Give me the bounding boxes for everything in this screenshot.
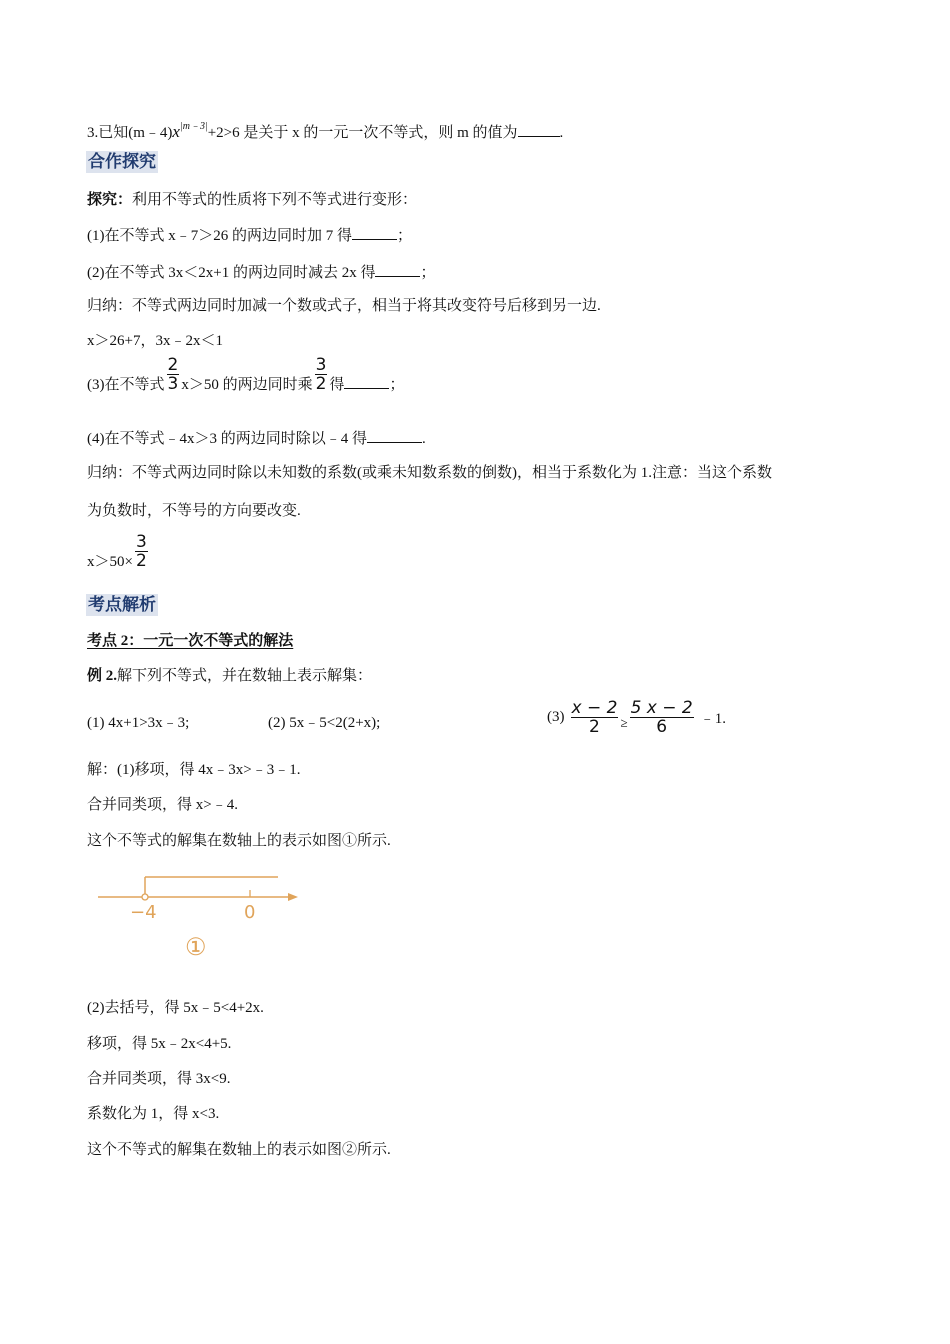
frac-den: 2 [589, 717, 600, 737]
frac-num: 3 [135, 532, 147, 553]
solution-2-line-5: 这个不等式的解集在数轴上的表示如图②所示. [87, 1142, 391, 1158]
number-line-figure-1 [85, 862, 315, 972]
summary-2-line-2: 为负数时，不等号的方向要改变. [87, 503, 301, 519]
frac-num: x − 2 [571, 698, 618, 718]
fraction-three-halves [315, 356, 328, 393]
problem-3 [547, 699, 726, 736]
solution-2-line-4: 系数化为 1，得 x<3. [87, 1106, 220, 1122]
problem-prefix: (3) [547, 709, 565, 725]
item-text: (2)在不等式 3x＜2x+1 的两边同时减去 2x 得 [87, 265, 376, 281]
solution-1-line-3: 这个不等式的解集在数轴上的表示如图①所示. [87, 833, 391, 849]
solution-1-line-2: 合并同类项，得 x>﹣4. [87, 797, 238, 813]
q3-var: x [172, 122, 180, 141]
item-text: (1)在不等式 x﹣7＞26 的两边同时加 7 得 [87, 228, 352, 244]
frac-den: 2 [315, 374, 327, 395]
explore-intro [87, 190, 417, 210]
example-2-intro [87, 666, 372, 686]
answer-blank[interactable] [367, 428, 422, 443]
answer-1: x＞26+7，3x﹣2x＜1 [87, 333, 223, 349]
q3-prefix: 3.已知(m﹣4) [87, 125, 173, 141]
answer-2 [87, 534, 150, 574]
answer-blank[interactable] [518, 122, 560, 137]
question-3 [87, 117, 563, 143]
solution-2-line-1: (2)去括号，得 5x﹣5<4+2x. [87, 1000, 264, 1016]
frac-den: 3 [167, 374, 179, 395]
example-text: 解下列不等式，并在数轴上表示解集： [117, 668, 373, 684]
solution-2-line-2: 移项，得 5x﹣2x<4+5. [87, 1036, 232, 1052]
label-zero: 0 [244, 902, 256, 923]
operator-geq: ≥ [620, 714, 628, 730]
item-text: 得 [329, 377, 345, 393]
answer-blank[interactable] [352, 225, 397, 240]
fraction-5x-minus-2-over-6 [630, 699, 694, 736]
frac-num: 5 x − 2 [630, 698, 693, 718]
fraction-two-thirds [167, 356, 180, 393]
explore-item-3 [87, 355, 405, 405]
section-heading-analysis: 考点解析 [88, 595, 156, 615]
item-suffix: ； [420, 265, 436, 281]
answer-text: x＞50× [87, 554, 133, 570]
solution-1-line-1: 解：(1)移项，得 4x﹣3x>﹣3﹣1. [87, 762, 301, 778]
topic-title: 考点 2：一元一次不等式的解法 [87, 633, 294, 649]
fraction-three-halves [135, 533, 148, 570]
section-heading-cooperative: 合作探究 [88, 152, 156, 172]
item-suffix: ； [397, 228, 413, 244]
explore-item-4 [87, 428, 426, 449]
item-suffix: ； [389, 377, 405, 393]
explore-item-2 [87, 262, 435, 283]
explore-text: 利用不等式的性质将下列不等式进行变形： [132, 192, 418, 208]
problem-2: (2) 5x﹣5<2(2+x); [268, 715, 381, 731]
problem-suffix: ﹣1. [699, 711, 726, 727]
item-text: x＞50 的两边同时乘 [181, 377, 313, 393]
figure-caption: ① [185, 935, 207, 961]
explore-item-1 [87, 225, 412, 246]
item-text: (4)在不等式﹣4x＞3 的两边同时除以﹣4 得 [87, 431, 367, 447]
explore-label: 探究： [87, 192, 133, 208]
problem-1: (1) 4x+1>3x﹣3; [87, 715, 190, 731]
summary-1: 归纳：不等式两边同时加减一个数或式子，相当于将其改变符号后移到另一边. [87, 298, 601, 314]
fraction-x-minus-2-over-2 [571, 699, 619, 736]
solution-2-line-3: 合并同类项，得 3x<9. [87, 1071, 231, 1087]
frac-num: 3 [315, 355, 327, 376]
frac-num: 2 [167, 355, 179, 376]
answer-blank[interactable] [344, 374, 389, 389]
q3-suffix: . [559, 125, 564, 141]
item-suffix: . [422, 431, 426, 447]
summary-2-line-1: 归纳：不等式两边同时除以未知数的系数(或乘未知数系数的倒数)，相当于系数化为 1.注意：当这个系数 [87, 465, 772, 481]
q3-middle: +2>6 是关于 x 的一元一次不等式，则 m 的值为 [207, 125, 518, 141]
answer-blank[interactable] [375, 262, 420, 277]
q3-exponent: |m﹣3| [179, 121, 208, 132]
example-label: 例 2. [87, 668, 118, 684]
item-text: (3)在不等式 [87, 377, 165, 393]
label-minus-4: −4 [130, 902, 157, 923]
frac-den: 6 [656, 717, 668, 737]
frac-den: 2 [135, 551, 147, 572]
